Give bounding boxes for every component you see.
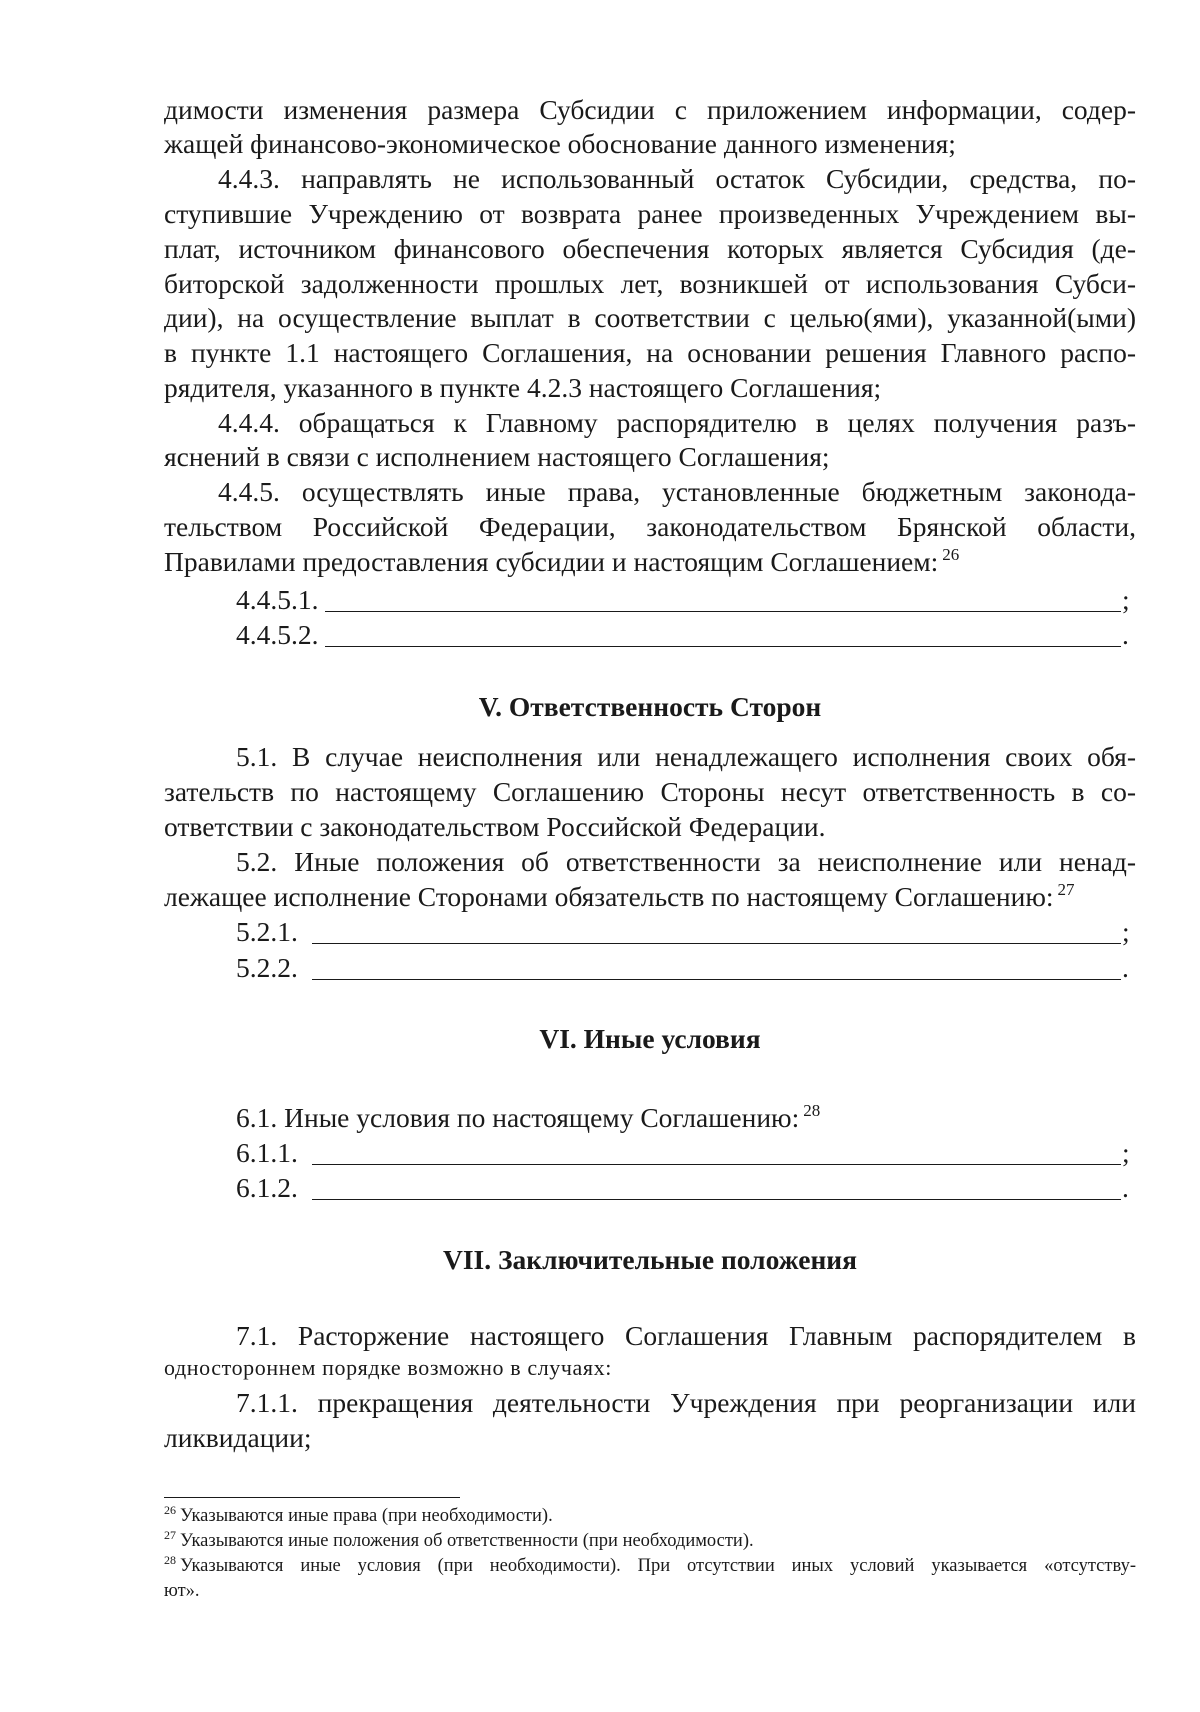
text-line-content: 6.1. Иные условия по настоящему Соглашению: xyxy=(236,1102,800,1133)
item-label: 6.1.1. xyxy=(236,1137,298,1168)
clause-7-1-1: 7.1.1. прекращения деятельности Учреждения при реорганизации или xyxy=(236,1387,1136,1418)
text-line-content: Правилами предоставления субсидии и настоящим Соглашением: xyxy=(164,546,939,577)
text-line-content: лежащее исполнение Сторонами обязательств по настоящему Соглашению: xyxy=(164,881,1054,912)
footnote-number: 27 xyxy=(164,1528,176,1542)
clause-4-4-5: 4.4.5. осуществлять иные права, установленные бюджетным законода- xyxy=(218,476,1136,507)
footnote-separator xyxy=(164,1497,460,1498)
clause-4-4-3: 4.4.3. направлять не использованный остаток Субсидии, средства, по- xyxy=(218,163,1136,194)
item-end: . xyxy=(1122,619,1129,650)
text-line: тельством Российской Федерации, законодательством Брянской области, xyxy=(164,511,1136,542)
text-line xyxy=(164,544,959,580)
item-end: . xyxy=(1122,1172,1129,1203)
footnote-ref: 27 xyxy=(1057,880,1075,899)
footnote-number: 28 xyxy=(164,1553,176,1567)
item-end: ; xyxy=(1122,916,1130,947)
item-label: 4.4.5.1. xyxy=(236,584,319,615)
section-heading: VI. Иные условия xyxy=(539,1023,761,1054)
fill-in-blank xyxy=(312,1199,1121,1200)
text-line: в пункте 1.1 настоящего Соглашения, на основании решения Главного распо- xyxy=(164,337,1136,368)
footnote-number: 26 xyxy=(164,1503,176,1517)
text-line: ответствии с законодательством Российской Федерации. xyxy=(164,811,826,842)
text-line: ступившие Учреждению от возврата ранее произведенных Учреждением вы- xyxy=(164,198,1136,229)
text-line: ликвидации; xyxy=(164,1422,312,1453)
section-heading: V. Ответственность Сторон xyxy=(478,691,822,722)
text-line: жащей финансово-экономическое обоснование данного изменения; xyxy=(164,128,956,159)
fill-in-blank xyxy=(325,611,1121,612)
footnote xyxy=(164,1504,553,1528)
clause-4-4-4: 4.4.4. обращаться к Главному распорядителю в целях получения разъ- xyxy=(218,407,1136,438)
item-label: 5.2.1. xyxy=(236,916,298,947)
footnote-ref: 28 xyxy=(803,1101,821,1120)
clause-6-1 xyxy=(236,1100,820,1136)
text-line xyxy=(164,879,1075,915)
footnote-text: Указываются иные права (при необходимости). xyxy=(180,1506,553,1526)
item-label: 6.1.2. xyxy=(236,1172,298,1203)
fill-in-blank xyxy=(325,646,1121,647)
fill-in-blank xyxy=(312,1164,1121,1165)
item-end: . xyxy=(1122,952,1129,983)
text-line: яснений в связи с исполнением настоящего Соглашения; xyxy=(164,441,830,472)
text-line: дии), на осуществление выплат в соответствии с целью(ями), указанной(ыми) xyxy=(164,302,1136,333)
text-line: плат, источником финансового обеспечения которых является Субсидия (де- xyxy=(164,233,1136,264)
text-line: одностороннем порядке возможно в случаях: xyxy=(164,1355,612,1380)
footnote xyxy=(164,1529,754,1553)
clause-5-1: 5.1. В случае неисполнения или ненадлежащего исполнения своих обя- xyxy=(236,741,1136,772)
item-label: 5.2.2. xyxy=(236,952,298,983)
section-heading: VII. Заключительные положения xyxy=(442,1244,858,1275)
footnote-text: Указываются иные положения об ответственности (при необходимости). xyxy=(180,1531,754,1551)
item-end: ; xyxy=(1122,584,1130,615)
fill-in-blank xyxy=(312,943,1121,944)
footnote-ref: 26 xyxy=(942,545,960,564)
text-line: биторской задолженности прошлых лет, возникшей от использования Субси- xyxy=(164,268,1136,299)
item-end: ; xyxy=(1122,1137,1130,1168)
footnote xyxy=(164,1554,1136,1578)
clause-5-2: 5.2. Иные положения об ответственности за неисполнение или ненад- xyxy=(236,846,1136,877)
text-line: зательств по настоящему Соглашению Стороны несут ответственность в со- xyxy=(164,776,1136,807)
text-line: димости изменения размера Субсидии с приложением информации, содер- xyxy=(164,94,1136,125)
footnote-text: Указываются иные условия (при необходимости). При отсутствии иных условий указывается «отсутству- xyxy=(180,1556,1136,1576)
fill-in-blank xyxy=(312,979,1121,980)
item-label: 4.4.5.2. xyxy=(236,619,319,650)
text-line: рядителя, указанного в пункте 4.2.3 настоящего Соглашения; xyxy=(164,372,882,403)
footnote-continuation: ют». xyxy=(164,1581,200,1601)
clause-7-1: 7.1. Расторжение настоящего Соглашения Главным распорядителем в xyxy=(236,1320,1136,1351)
